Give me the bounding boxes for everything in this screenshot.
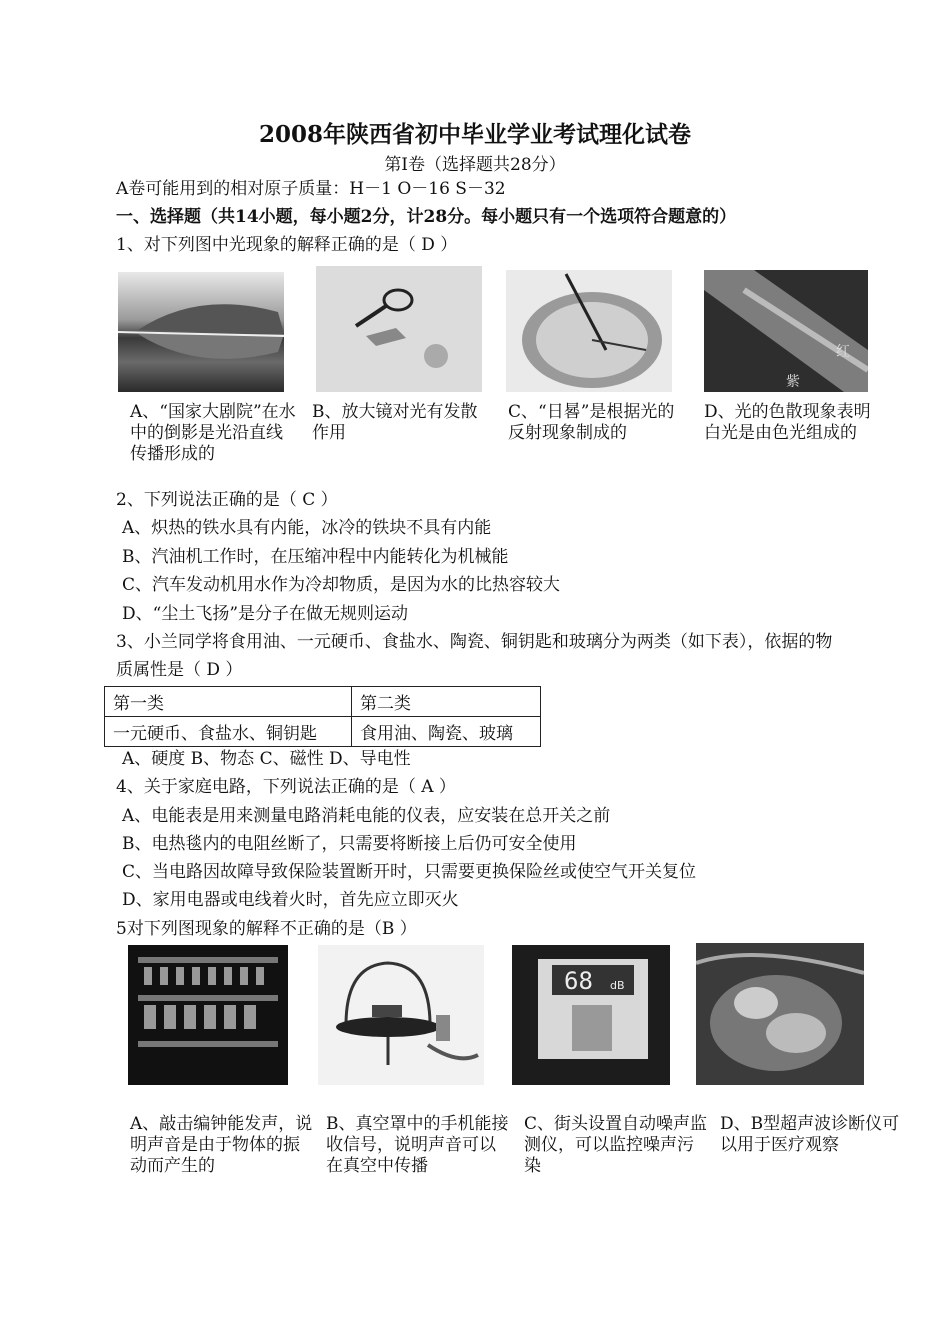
q1-option-a: A、“国家大剧院”在水中的倒影是光沿直线传播形成的 (130, 402, 296, 464)
q3-stem-line1: 3、小兰同学将食用油、一元硬币、食盐水、陶瓷、铜钥匙和玻璃分为两类（如下表），依据的物 (116, 632, 833, 652)
table-header-row (105, 687, 541, 717)
q2-stem: 2、下列说法正确的是（ C ） (116, 490, 338, 510)
table-header-cell: 第二类 (352, 687, 541, 717)
dispersion-image (704, 270, 868, 392)
noise-monitor-image (512, 945, 670, 1085)
q3-stem-line2: 质属性是（ D ） (116, 660, 243, 680)
q1-option-c: C、“日晷”是根据光的反射现象制成的 (508, 402, 675, 443)
table-cell: 一元硬币、食盐水、铜钥匙 (105, 717, 352, 747)
q2-option-d: D、“尘土飞扬”是分子在做无规则运动 (122, 604, 409, 624)
noise-unit: dB (610, 979, 625, 992)
q1-stem: 1、对下列图中光现象的解释正确的是（ D ） (116, 235, 458, 255)
q2-option-b: B、汽油机工作时，在压缩冲程中内能转化为机械能 (122, 547, 509, 567)
table-header-cell: 第一类 (105, 687, 352, 717)
q4-stem: 4、关于家庭电路，下列说法正确的是（ A ） (116, 777, 456, 797)
q4-option-b: B、电热毯内的电阻丝断了，只需要将断接上后仍可安全使用 (122, 834, 577, 854)
atomic-mass-note: A卷可能用到的相对原子质量：H－1 O－16 S－32 (116, 179, 506, 199)
q5-option-a: A、敲击编钟能发声，说明声音是由于物体的振动而产生的 (130, 1114, 313, 1176)
q1-option-b: B、放大镜对光有发散作用 (312, 402, 478, 443)
red-label: 红 (836, 344, 850, 360)
grand-theatre-reflection-image (118, 272, 284, 392)
vacuum-jar-image (318, 945, 484, 1085)
q5-option-c: C、街头设置自动噪声监测仪，可以监控噪声污染 (524, 1114, 708, 1176)
chime-bells-image (128, 945, 288, 1085)
sundial-image (506, 270, 672, 392)
q2-option-a: A、炽热的铁水具有内能，冰冷的铁块不具有内能 (122, 518, 492, 538)
magnifier-image (316, 266, 482, 392)
purple-label: 紫 (786, 374, 800, 390)
q3-options: A、硬度 B、物态 C、磁性 D、导电性 (122, 749, 411, 769)
q4-option-d: D、家用电器或电线着火时，首先应立即灭火 (122, 890, 459, 910)
q4-option-c: C、当电路因故障导致保险装置断开时，只需要更换保险丝或使空气开关复位 (122, 862, 697, 882)
table-row (105, 717, 541, 747)
page-subtitle: 第I卷（选择题共28分） (384, 155, 566, 175)
ultrasound-image (696, 943, 864, 1085)
q4-option-a: A、电能表是用来测量电路消耗电能的仪表，应安装在总开关之前 (122, 806, 611, 826)
page-title: 2008年陕西省初中毕业学业考试理化试卷 (258, 121, 691, 148)
q2-option-c: C、汽车发动机用水作为冷却物质，是因为水的比热容较大 (122, 575, 561, 595)
classification-table (104, 686, 541, 747)
table-cell: 食用油、陶瓷、玻璃 (352, 717, 541, 747)
q5-option-b: B、真空罩中的手机能接收信号，说明声音可以在真空中传播 (326, 1114, 509, 1176)
q1-option-d: D、光的色散现象表明白光是由色光组成的 (704, 402, 871, 443)
q5-stem: 5对下列图现象的解释不正确的是（B ） (116, 919, 417, 939)
noise-reading: 68 (564, 967, 593, 995)
section-heading: 一、选择题（共14小题，每小题2分，计28分。每小题只有一个选项符合题意的） (116, 207, 737, 227)
q5-option-d: D、B型超声波诊断仪可以用于医疗观察 (720, 1114, 900, 1155)
